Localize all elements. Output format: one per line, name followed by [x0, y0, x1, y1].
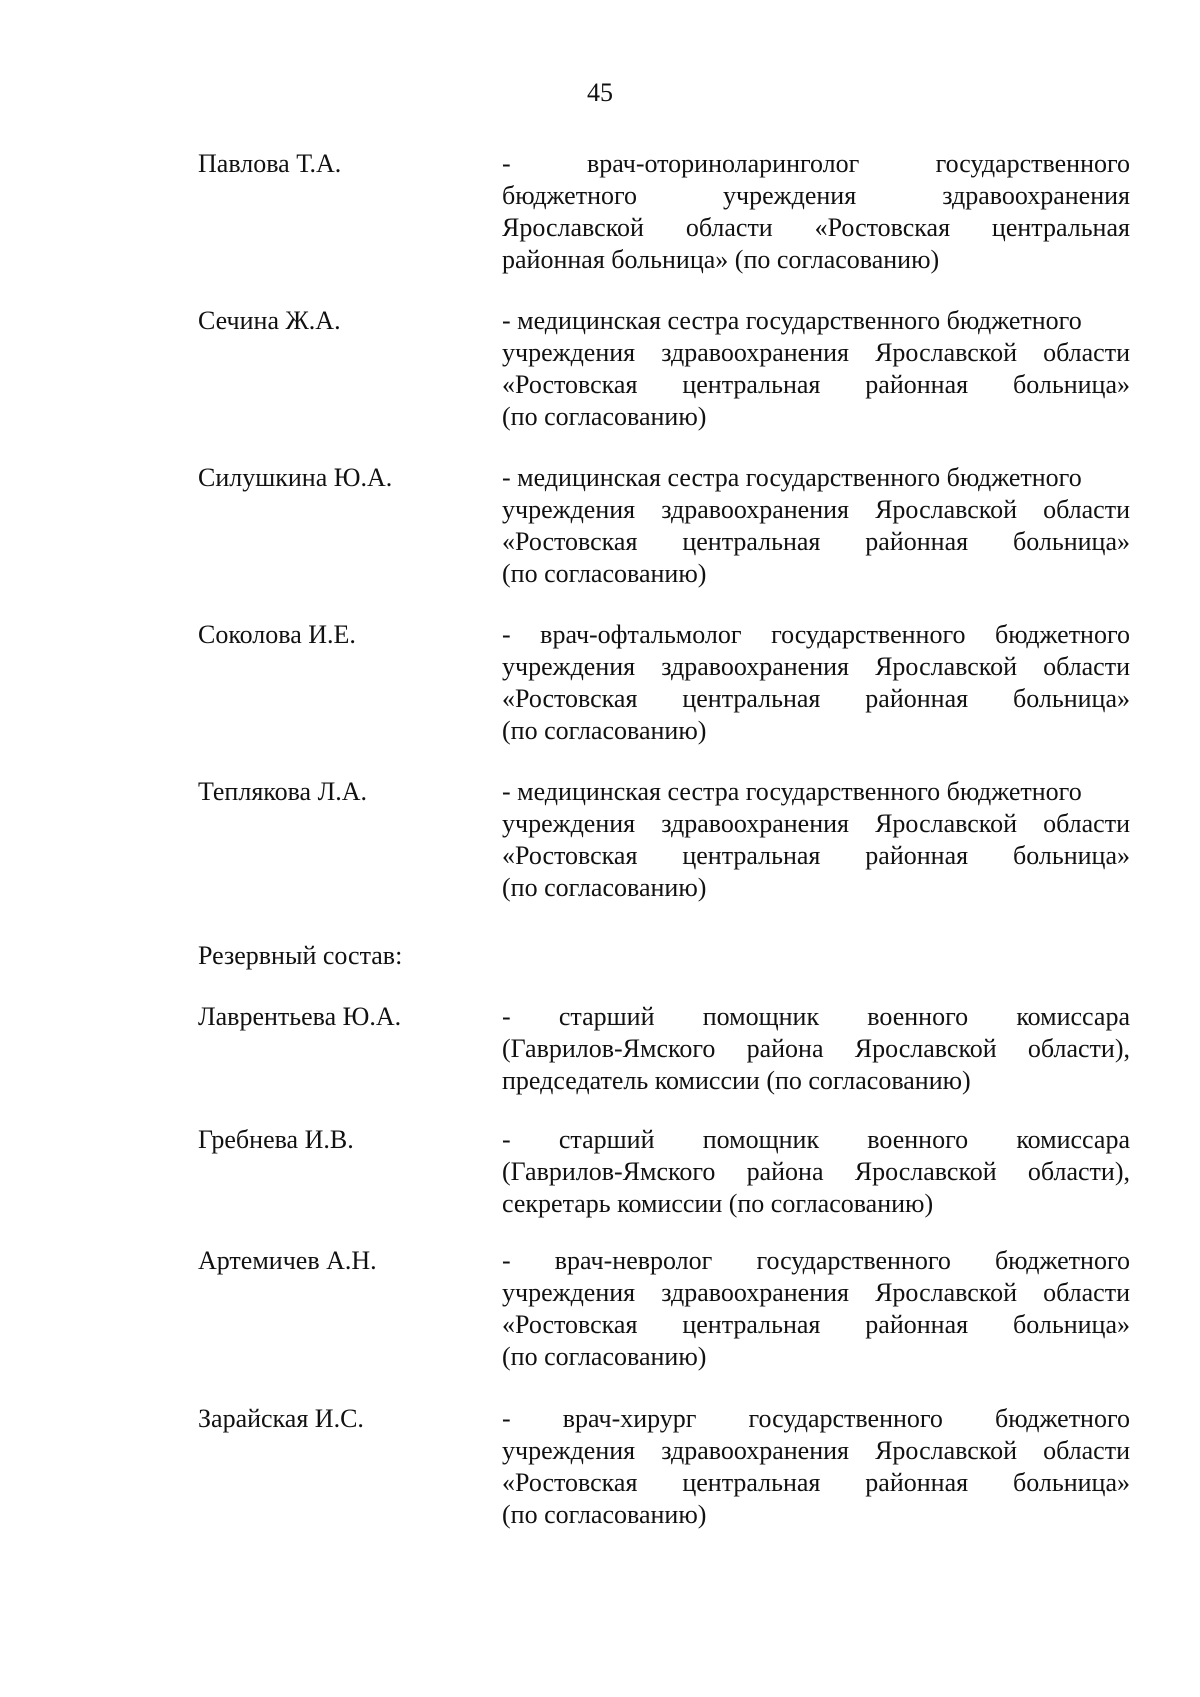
description-word: центральная	[682, 684, 821, 713]
description-word: «Ростовская	[502, 1468, 638, 1497]
description-word: здравоохранения	[661, 1278, 850, 1307]
description-word: старший	[558, 1002, 655, 1031]
description-line	[502, 462, 1130, 494]
reserve-member-name: Гребнева И.В.	[198, 1125, 354, 1154]
member-name: Силушкина Ю.А.	[198, 463, 393, 492]
description-line	[502, 1277, 1130, 1309]
description-word: области	[1043, 1278, 1130, 1307]
description-word: Ярославской	[502, 213, 644, 242]
description-word: (по согласованию)	[502, 402, 707, 431]
description-word: «Ростовская	[502, 684, 638, 713]
description-word: Ярославской	[854, 1157, 997, 1186]
description-word: больница»	[1012, 370, 1130, 399]
description-word: (по согласованию)	[502, 559, 707, 588]
description-line	[502, 180, 1130, 212]
reserve-member-position-description	[502, 1124, 1130, 1220]
description-word: здравоохранения	[661, 809, 850, 838]
description-word: государственного	[771, 620, 966, 649]
description-word: «Ростовская	[814, 213, 951, 242]
description-word: бюджетного	[502, 181, 638, 210]
description-line	[502, 840, 1130, 872]
description-word: врач-хирург	[562, 1404, 697, 1433]
reserve-member-name: Зарайская И.С.	[198, 1404, 364, 1433]
description-line	[502, 808, 1130, 840]
description-word: центральная	[682, 1468, 821, 1497]
description-line	[502, 715, 1130, 747]
description-word: - медицинская сестра государственного бюджетного	[502, 306, 1082, 335]
description-line	[502, 1188, 1130, 1220]
description-word: больница»	[1012, 1310, 1130, 1339]
member-name: Сечина Ж.А.	[198, 306, 341, 335]
description-word: -	[502, 620, 511, 649]
reserve-member-position-description	[502, 1403, 1130, 1531]
description-word: -	[502, 1002, 511, 1031]
description-word: здравоохранения	[661, 1436, 850, 1465]
description-word: учреждения	[502, 338, 636, 367]
description-word: учреждения	[502, 652, 636, 681]
description-line	[502, 1033, 1130, 1065]
reserve-member-name: Артемичев А.Н.	[198, 1246, 377, 1275]
description-word: бюджетного	[994, 1404, 1130, 1433]
description-word: государственного	[748, 1404, 943, 1433]
description-word: учреждения	[502, 809, 636, 838]
description-word: -	[502, 1125, 511, 1154]
description-word: районная	[865, 527, 969, 556]
description-word: комиссара	[1016, 1125, 1130, 1154]
reserve-member-position-description	[502, 1245, 1130, 1373]
member-name: Теплякова Л.А.	[198, 777, 367, 806]
description-word: -	[502, 1246, 511, 1275]
description-line	[502, 558, 1130, 590]
member-position-description	[502, 305, 1130, 433]
description-word: Ярославской	[854, 1034, 997, 1063]
description-word: больница»	[1012, 841, 1130, 870]
description-word: военного	[867, 1125, 969, 1154]
description-word: центральная	[991, 213, 1130, 242]
description-word: - медицинская сестра государственного бюджетного	[502, 463, 1082, 492]
description-word: районная	[865, 1468, 969, 1497]
description-word: учреждения	[723, 181, 857, 210]
description-word: государственного	[935, 149, 1130, 178]
description-word: центральная	[682, 527, 821, 556]
description-word: районная	[865, 684, 969, 713]
description-word: здравоохранения	[661, 338, 850, 367]
description-line	[502, 526, 1130, 558]
description-word: учреждения	[502, 1278, 636, 1307]
description-word: старший	[558, 1125, 655, 1154]
description-word: комиссара	[1016, 1002, 1130, 1031]
description-line	[502, 244, 1130, 276]
description-word: (по согласованию)	[502, 1342, 707, 1371]
description-line	[502, 305, 1130, 337]
reserve-member-position-description	[502, 1001, 1130, 1097]
member-position-description	[502, 148, 1130, 276]
description-word: районная	[865, 370, 969, 399]
description-word: области	[1043, 809, 1130, 838]
description-line	[502, 1245, 1130, 1277]
description-word: области	[1043, 652, 1130, 681]
description-word: Ярославской	[875, 338, 1018, 367]
description-word: здравоохранения	[661, 495, 850, 524]
description-word: -	[502, 1404, 511, 1433]
description-word: секретарь комиссии (по согласованию)	[502, 1189, 934, 1218]
description-word: больница»	[1012, 527, 1130, 556]
description-word: (по согласованию)	[502, 873, 707, 902]
description-line	[502, 369, 1130, 401]
description-line	[502, 776, 1130, 808]
description-word: «Ростовская	[502, 370, 638, 399]
description-word: -	[502, 149, 511, 178]
description-line	[502, 1467, 1130, 1499]
description-word: учреждения	[502, 495, 636, 524]
description-line	[502, 619, 1130, 651]
description-word: Ярославской	[875, 1278, 1018, 1307]
description-word: - медицинская сестра государственного бюджетного	[502, 777, 1082, 806]
description-word: учреждения	[502, 1436, 636, 1465]
description-word: области),	[1027, 1157, 1130, 1186]
description-word: врач-невролог	[554, 1246, 713, 1275]
description-word: врач-оториноларинголог	[586, 149, 860, 178]
member-position-description	[502, 619, 1130, 747]
description-word: области),	[1027, 1034, 1130, 1063]
description-word: области	[1043, 495, 1130, 524]
description-word: больница»	[1012, 684, 1130, 713]
description-word: помощник	[702, 1125, 820, 1154]
description-line	[502, 1309, 1130, 1341]
member-name: Павлова Т.А.	[198, 149, 342, 178]
description-line	[502, 1499, 1130, 1531]
description-word: районная	[865, 1310, 969, 1339]
description-word: области	[1043, 338, 1130, 367]
description-word: центральная	[682, 370, 821, 399]
description-word: районная	[865, 841, 969, 870]
description-line	[502, 212, 1130, 244]
description-word: центральная	[682, 841, 821, 870]
description-word: района	[746, 1157, 824, 1186]
description-word: Ярославской	[875, 495, 1018, 524]
description-word: больница»	[1012, 1468, 1130, 1497]
reserve-member-name: Лаврентьева Ю.А.	[198, 1002, 402, 1031]
description-word: района	[746, 1034, 824, 1063]
description-line	[502, 1001, 1130, 1033]
reserve-section-title: Резервный состав:	[198, 941, 403, 970]
description-word: центральная	[682, 1310, 821, 1339]
description-word: Ярославской	[875, 809, 1018, 838]
member-name: Соколова И.Е.	[198, 620, 356, 649]
description-line	[502, 872, 1130, 904]
member-position-description	[502, 776, 1130, 904]
description-line	[502, 1435, 1130, 1467]
description-word: здравоохранения	[661, 652, 850, 681]
description-line	[502, 1341, 1130, 1373]
description-word: «Ростовская	[502, 841, 638, 870]
description-line	[502, 1156, 1130, 1188]
description-word: бюджетного	[994, 620, 1130, 649]
description-line	[502, 651, 1130, 683]
description-word: Ярославской	[875, 1436, 1018, 1465]
description-line	[502, 337, 1130, 369]
description-line	[502, 1065, 1130, 1097]
description-line	[502, 683, 1130, 715]
description-line	[502, 494, 1130, 526]
description-word: Ярославской	[875, 652, 1018, 681]
description-word: здравоохранения	[942, 181, 1130, 210]
description-word: (Гаврилов-Ямского	[502, 1157, 716, 1186]
description-word: области	[1043, 1436, 1130, 1465]
description-word: районная больница» (по согласованию)	[502, 245, 940, 274]
description-line	[502, 401, 1130, 433]
description-word: (Гаврилов-Ямского	[502, 1034, 716, 1063]
description-word: врач-офтальмолог	[540, 620, 742, 649]
description-word: государственного	[756, 1246, 951, 1275]
description-word: военного	[867, 1002, 969, 1031]
description-word: (по согласованию)	[502, 716, 707, 745]
member-position-description	[502, 462, 1130, 590]
description-word: области	[685, 213, 773, 242]
description-word: «Ростовская	[502, 527, 638, 556]
description-word: «Ростовская	[502, 1310, 638, 1339]
description-word: помощник	[702, 1002, 820, 1031]
description-line	[502, 1124, 1130, 1156]
description-line	[502, 148, 1130, 180]
description-word: бюджетного	[994, 1246, 1130, 1275]
description-word: председатель комиссии (по согласованию)	[502, 1066, 971, 1095]
page-number: 45	[587, 78, 613, 107]
description-word: (по согласованию)	[502, 1500, 707, 1529]
description-line	[502, 1403, 1130, 1435]
